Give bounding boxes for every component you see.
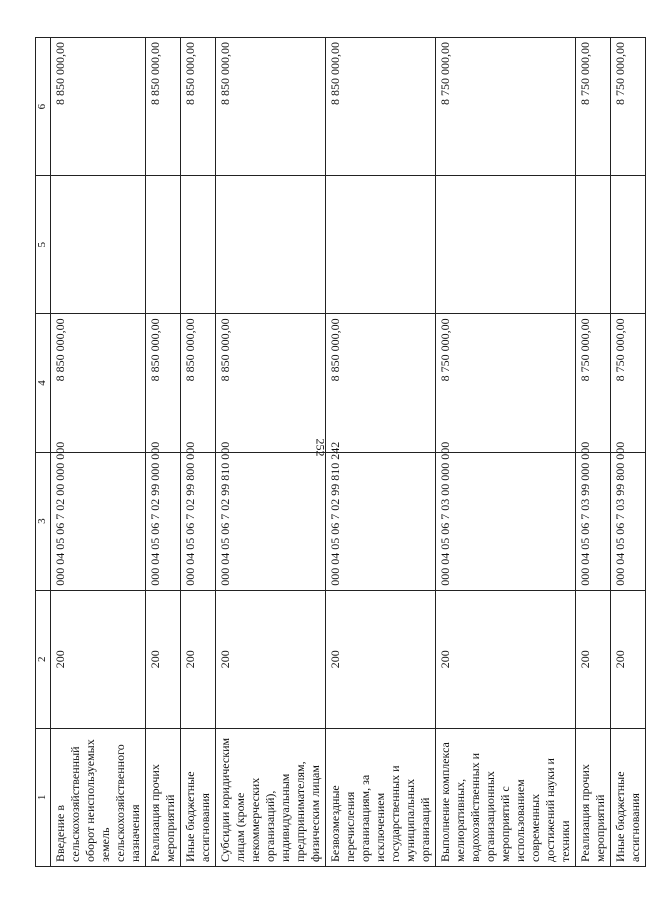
table-header-row [36,38,51,867]
row-col6: 8 750 000,00 [611,38,646,176]
row-name: Иные бюджетные ассигнования [611,728,646,866]
row-kbk: 000 04 05 06 7 02 99 810 000 [216,452,326,590]
row-col4: 8 850 000,00 [216,314,326,452]
header-col-5: 5 [36,176,51,314]
row-name: Иные бюджетные ассигнования [181,728,216,866]
row-kbk: 000 04 05 06 7 03 99 800 000 [611,452,646,590]
row-col5 [326,176,436,314]
row-col4: 8 850 000,00 [326,314,436,452]
row-col6: 8 850 000,00 [146,38,181,176]
table-row [51,38,146,867]
header-col-4: 4 [36,314,51,452]
row-col6: 8 850 000,00 [51,38,146,176]
header-col-6: 6 [36,38,51,176]
row-col5 [216,176,326,314]
row-name: Реализация прочих мероприятий [146,728,181,866]
table-row [611,38,646,867]
row-col5 [611,176,646,314]
row-name: Введение в сельскохозяйственный оборот неиспользуемых земель сельскохозяйственного назначения [51,728,146,866]
row-col6: 8 750 000,00 [436,38,576,176]
row-name: Выполнение комплекса мелиоративных, водохозяйственных и организационных мероприятий с использованием современных достижений науки и техники [436,728,576,866]
row-code: 200 [146,590,181,728]
table-row [181,38,216,867]
table-row [146,38,181,867]
row-name: Реализация прочих мероприятий [576,728,611,866]
row-col5 [436,176,576,314]
row-col5 [51,176,146,314]
row-name: Субсидии юридическим лицам (кроме некоммерческих организаций), индивидуальным предпринимателям, физическим лицам [216,728,326,866]
row-code: 200 [51,590,146,728]
header-col-3: 3 [36,452,51,590]
table-row [326,38,436,867]
row-kbk: 000 04 05 06 7 02 99 800 000 [181,452,216,590]
header-col-2: 2 [36,590,51,728]
row-col5 [146,176,181,314]
row-col6: 8 850 000,00 [326,38,436,176]
row-kbk: 000 04 05 06 7 02 99 810 242 [326,452,436,590]
row-code: 200 [326,590,436,728]
row-col4: 8 850 000,00 [181,314,216,452]
row-col6: 8 850 000,00 [181,38,216,176]
row-col6: 8 750 000,00 [576,38,611,176]
header-col-1: 1 [36,728,51,866]
row-code: 200 [216,590,326,728]
budget-table [35,37,646,867]
row-col6: 8 850 000,00 [216,38,326,176]
rotated-budget-table-container [35,37,642,867]
row-col4: 8 750 000,00 [436,314,576,452]
row-code: 200 [436,590,576,728]
row-col4: 8 750 000,00 [576,314,611,452]
row-col5 [576,176,611,314]
row-col5 [181,176,216,314]
row-code: 200 [576,590,611,728]
row-col4: 8 850 000,00 [51,314,146,452]
table-row [576,38,611,867]
row-code: 200 [611,590,646,728]
row-kbk: 000 04 05 06 7 02 00 000 000 [51,452,146,590]
table-row [216,38,326,867]
row-name: Безвозмездные перечисления организациям, за исключением государственных и муниципальных организаций [326,728,436,866]
row-kbk: 000 04 05 06 7 02 99 000 000 [146,452,181,590]
row-col4: 8 850 000,00 [146,314,181,452]
row-code: 200 [181,590,216,728]
row-col4: 8 750 000,00 [611,314,646,452]
page-number: 252 [313,438,328,457]
table-row [436,38,576,867]
row-kbk: 000 04 05 06 7 03 00 000 000 [436,452,576,590]
row-kbk: 000 04 05 06 7 03 99 000 000 [576,452,611,590]
